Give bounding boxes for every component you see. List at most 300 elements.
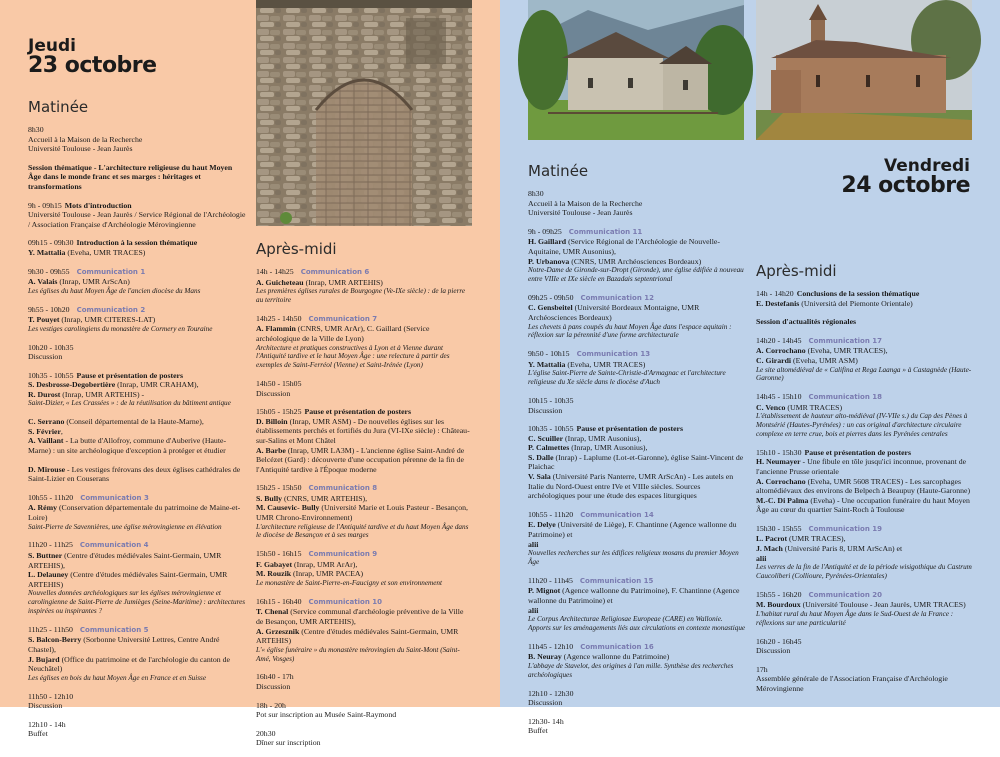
item-title: Pause et présentation de posters — [804, 447, 912, 457]
speaker-affiliation: (Inrap, UMR CITERES-LAT) — [59, 315, 156, 325]
program-item — [528, 689, 746, 708]
time-line — [28, 540, 246, 551]
time-slot: 12h30- 14h — [528, 716, 564, 726]
program-item — [256, 407, 472, 474]
speaker-line — [756, 600, 972, 610]
day-heading-friday — [841, 158, 970, 197]
speaker-name: M. Rouzik — [256, 569, 292, 579]
speaker-affiliation: Accueil à la Maison de la Recherche — [28, 134, 143, 144]
program-item — [28, 371, 246, 409]
program-item — [256, 314, 472, 370]
speaker-name: S. Bully — [256, 493, 283, 503]
program-item — [756, 590, 972, 628]
program-item — [28, 305, 246, 334]
speaker-name: B. Neuray — [528, 652, 562, 662]
section-heading: Après-midi — [256, 240, 337, 258]
speaker-affiliation: (Inrap) - Laplume (Lot-et-Garonne), église Saint-Vincent de Plaichac — [528, 452, 744, 472]
speaker-affiliation: (Université Toulouse - Jean Jaurès, UMR TRACES) — [800, 600, 966, 610]
time-slot: 9h - 09h25 — [528, 226, 562, 236]
communication-label: Communication 12 — [580, 293, 654, 302]
time-slot: 9h30 - 09h55 — [28, 266, 70, 276]
time-slot: 10h55 - 11h20 — [28, 492, 74, 502]
time-line — [756, 590, 972, 601]
program-item — [528, 717, 746, 736]
speaker-affiliation: (Conseil départemental de la Haute-Marne), — [64, 417, 204, 427]
talk-title: L'architecture religieuse de l'Antiquité tardive et du haut Moyen Âge dans le diocèse de Besançon et à ses marges — [256, 522, 469, 540]
speaker-affiliation: (Inrap, UMR ARTEHIS) — [303, 277, 383, 287]
speaker-line — [28, 417, 246, 427]
communication-label: Communication 15 — [579, 576, 654, 585]
time-slot: 14h - 14h25 — [256, 267, 294, 276]
speaker-line — [256, 446, 472, 475]
time-line — [756, 524, 972, 535]
speaker-name: E. Destefanis — [756, 298, 800, 308]
time-line — [28, 305, 246, 316]
speaker-affiliation: (Inrap, UMR ARTEHIS) - — [60, 389, 145, 399]
time-line — [256, 729, 472, 739]
speaker-line — [28, 427, 246, 437]
time-slot: 15h05 - 15h25 — [256, 407, 302, 417]
speaker-name: D. Billoin — [256, 416, 288, 426]
speaker-affiliation: (Inrap, UMR ArAr), — [292, 559, 358, 569]
column-thursday-morning — [28, 98, 246, 748]
speaker-name: alii — [528, 605, 539, 615]
talk-title: Saint-Dizier, « Les Crassées » : de la réutilisation du bâtiment antique — [28, 399, 231, 408]
time-slot: 8h30 — [28, 125, 44, 134]
speaker-name: A. Corrochano — [756, 346, 806, 356]
time-slot: 16h15 - 16h40 — [256, 596, 302, 606]
time-line — [256, 597, 472, 608]
talk-title: L'abbaye de Stavelot, des origines à l'an mille. Synthèse des recherches archéologiques — [528, 661, 734, 679]
session-title: Session thématique - L'architecture religieuse du haut Moyen Âge dans le monde franc et ses marges : héritages et transformations — [28, 162, 233, 191]
speaker-name: C. Girardi — [756, 355, 792, 365]
talk-title: Saint-Pierre de Savennières, une église mérovingienne en élévation — [28, 522, 222, 531]
stone-wall-photo — [256, 0, 472, 226]
time-slot: 14h20 - 14h45 — [756, 335, 802, 345]
speaker-affiliation: , — [60, 426, 63, 436]
time-line — [528, 642, 746, 653]
time-slot: 10h55 - 11h20 — [528, 509, 574, 519]
item-title: Pause et présentation de posters — [76, 370, 184, 380]
speaker-name: A. Grzesznik — [256, 626, 300, 636]
speaker-name: C. Venco — [756, 402, 786, 412]
speaker-line — [28, 503, 246, 522]
speaker-name: Y. Mattalia — [28, 247, 66, 257]
speaker-affiliation: (Université de Liège), F. Chantinne (Agence wallonne du Patrimoine) et — [528, 520, 737, 540]
item-title: Pause et présentation de posters — [576, 424, 684, 434]
program-item — [28, 493, 246, 532]
speaker-line — [256, 324, 472, 343]
speaker-line — [28, 655, 246, 674]
speaker-line — [256, 738, 472, 748]
communication-label: Communication 7 — [308, 314, 378, 323]
communication-label: Communication 20 — [808, 590, 882, 599]
speaker-affiliation: (UMR TRACES) — [785, 402, 843, 412]
talk-title: Les vestiges carolingiens du monastère de Cormery en Touraine — [28, 324, 213, 333]
time-slot: 12h10 - 12h30 — [528, 688, 574, 698]
section-heading: Matinée — [528, 162, 589, 180]
speaker-line — [528, 434, 746, 444]
time-slot: 15h30 - 15h55 — [756, 523, 802, 533]
speaker-name: E. Delye — [528, 520, 556, 530]
speaker-line — [28, 465, 246, 484]
talk-title: Les premières églises rurales de Bourgogne (Ve-IXe siècle) : de la pierre au territoire — [256, 287, 466, 304]
talk-title: Les chevets à pans coupés du haut Moyen Âge dans l'espace aquitain : réflexion sur la pérennité d'une forme architecturale — [528, 322, 732, 340]
program-item — [256, 379, 472, 398]
program-item — [528, 642, 746, 680]
speaker-affiliation: - Une fibule en tôle jusqu'ici inconnue, provenant de l'ancienne Prusse orientale — [756, 457, 967, 476]
time-slot: 18h - 20h — [256, 700, 286, 710]
time-slot: 10h20 - 10h35 — [28, 342, 74, 352]
program-item — [256, 597, 472, 664]
time-line — [28, 720, 246, 730]
program-item — [528, 576, 746, 633]
speaker-line — [528, 520, 746, 539]
session-title: Session d'actualités régionales — [756, 317, 857, 327]
speaker-line — [28, 390, 246, 400]
speaker-affiliation: (Eveha) - Une occupation funéraire du haut Moyen Âge au cœur du quartier Saint-Roch à Toulouse — [756, 495, 970, 515]
day-heading-thursday — [28, 38, 157, 77]
time-line — [256, 483, 472, 494]
speaker-name: P. Calmettes — [528, 443, 570, 453]
time-line — [256, 701, 472, 711]
speaker-line — [756, 534, 972, 544]
speaker-affiliation: (Università del Piemonte Orientale) — [799, 298, 913, 308]
speaker-line — [28, 135, 246, 145]
program-item — [28, 465, 246, 484]
communication-label: Communication 6 — [300, 268, 370, 276]
speaker-line — [28, 635, 246, 654]
speaker-name: S. Dalle — [528, 452, 554, 462]
program-item — [756, 665, 972, 694]
friday-panel — [500, 0, 1000, 736]
time-line — [756, 392, 972, 403]
time-line — [756, 637, 972, 647]
speaker-line — [756, 554, 972, 564]
speaker-name: T. Chenal — [256, 607, 289, 617]
speaker-affiliation: Dîner sur inscription — [256, 738, 321, 748]
speaker-line — [256, 627, 472, 646]
time-line — [28, 201, 246, 211]
speaker-name: S. Février — [28, 426, 61, 436]
time-line — [756, 289, 972, 299]
speaker-name: T. Pouyet — [28, 315, 60, 325]
speaker-name: L. Pacrot — [756, 534, 788, 544]
speaker-line — [756, 544, 972, 554]
time-slot: 9h - 09h15 — [28, 200, 62, 210]
speaker-affiliation: (Inrap, UMR CRAHAM), — [115, 380, 199, 390]
time-line — [756, 336, 972, 347]
speaker-affiliation: (Inrap, UMR Ausonius), — [563, 433, 642, 443]
speaker-line — [528, 652, 746, 662]
speaker-line — [528, 698, 746, 708]
communication-label: Communication 5 — [79, 625, 149, 634]
speaker-name: H. Gaillard — [528, 237, 567, 247]
speaker-line — [756, 299, 972, 309]
speaker-affiliation: (Eveha, UMR 5608 TRACES) - Les sarcophages altomédiévaux des environs de Belpech à Beaupuy (Haute-Garonne) — [756, 476, 971, 496]
speaker-affiliation: Université Toulouse - Jean Jaurès / Service Régional de l'Archéologie / Association Française d'Archéologie Mérovingienne — [28, 210, 246, 229]
speaker-line — [28, 551, 246, 570]
speaker-affiliation: (Université Paris 8, URM ArScAn) et — [782, 544, 903, 554]
speaker-line — [28, 380, 246, 390]
time-slot: 14h - 14h20 — [756, 289, 794, 298]
speaker-affiliation: Discussion — [528, 698, 563, 708]
speaker-line — [756, 403, 972, 413]
talk-title: Les églises en bois du haut Moyen Âge en France et en Suisse — [28, 673, 207, 682]
time-line — [28, 371, 246, 381]
time-slot: 9h55 - 10h20 — [28, 304, 70, 314]
speaker-line — [756, 646, 972, 656]
speaker-name: A. Flammin — [256, 324, 296, 334]
speaker-name: V. Sala — [528, 472, 551, 482]
program-item — [28, 125, 246, 154]
program-item — [256, 549, 472, 588]
speaker-line — [256, 503, 472, 522]
item-title: Mots d'introduction — [64, 200, 132, 210]
time-slot: 11h20 - 11h25 — [28, 540, 73, 550]
communication-label: Communication 17 — [808, 336, 882, 345]
program-item — [28, 540, 246, 615]
speaker-affiliation: Université Toulouse - Jean Jaurès — [28, 144, 133, 154]
speaker-name: M. Bourdoux — [756, 600, 801, 610]
speaker-line — [756, 477, 972, 496]
speaker-line — [28, 701, 246, 711]
speaker-name: P. Mignot — [528, 586, 561, 596]
talk-title: Nouvelles recherches sur les édifices religieux mosans du premier Moyen Âge — [528, 549, 739, 567]
speaker-line — [528, 199, 746, 209]
church-tower-photo — [756, 0, 972, 140]
time-line — [28, 493, 246, 504]
speaker-name: alii — [756, 553, 767, 563]
speaker-line — [528, 453, 746, 472]
communication-label: Communication 1 — [76, 267, 146, 276]
time-slot: 14h50 - 15h05 — [256, 378, 302, 388]
program-item — [28, 625, 246, 683]
speaker-affiliation: Buffet — [28, 729, 48, 739]
speaker-affiliation: (Inrap, UMR ASM) - De nouvelles églises sur les établissements perchés et fortifiés du Jura (VI-IXe siècle) : Château-sur-Salins et Mont Châtel — [256, 416, 470, 445]
time-line — [256, 379, 472, 389]
item-title: Pause et présentation de posters — [304, 407, 412, 417]
time-slot: 15h25 - 15h50 — [256, 483, 302, 493]
program-item — [756, 637, 972, 656]
speaker-affiliation: (CNRS, UMR Archéosciences Bordeaux) — [569, 256, 702, 266]
thursday-panel — [0, 0, 500, 748]
speaker-line — [28, 248, 246, 258]
speaker-line — [756, 496, 972, 515]
speaker-affiliation: Discussion — [528, 405, 563, 415]
weekday-label: Jeudi — [28, 36, 76, 56]
speaker-line — [528, 237, 746, 256]
speaker-line — [256, 710, 472, 720]
speaker-name: C. Serrano — [28, 417, 65, 427]
column-friday-afternoon — [756, 262, 972, 703]
talk-title: Les églises du haut Moyen Âge de l'ancien diocèse du Mans — [28, 286, 201, 295]
speaker-line — [256, 560, 472, 570]
program-item — [528, 227, 746, 284]
time-slot: 10h35 - 10h55 — [528, 424, 574, 434]
speaker-name: H. Neumayer — [756, 457, 801, 467]
communication-label: Communication 9 — [308, 550, 378, 559]
speaker-name: A. Corrochano — [756, 476, 806, 486]
speaker-affiliation: Accueil à la Maison de la Recherche — [528, 198, 643, 208]
time-slot: 14h25 - 14h50 — [256, 313, 302, 323]
speaker-name: alii — [528, 539, 539, 549]
church-meadow-photo — [528, 0, 744, 140]
time-line — [28, 692, 246, 702]
speaker-affiliation: (Agence wallonne du Patrimoine), F. Chantinne (Agence wallonne du Patrimoine) et — [528, 586, 740, 605]
time-slot: 16h20 - 16h45 — [756, 636, 802, 646]
communication-label: Communication 4 — [79, 541, 149, 550]
speaker-line — [256, 278, 472, 288]
speaker-line — [28, 729, 246, 739]
time-line — [256, 407, 472, 417]
program-item — [256, 672, 472, 691]
communication-label: Communication 13 — [576, 350, 651, 359]
speaker-line — [256, 607, 472, 626]
program-item — [28, 238, 246, 257]
speaker-affiliation: (Inrap, UMR Ausonius), — [569, 443, 648, 453]
program-item — [28, 343, 246, 362]
speaker-affiliation: (Inrap, UMR LA3M) - L'ancienne église Saint-André de Belcézet (Gard) : découverte d'une occupation pérenne de la fin de l'Antiquité tardive à l'Époque moderne — [256, 445, 465, 474]
time-slot: 11h20 - 11h45 — [528, 575, 573, 585]
speaker-name: L. Delauney — [28, 570, 69, 580]
talk-title: Le monastère de Saint-Pierre-en-Faucigny et son environnement — [256, 579, 443, 588]
speaker-name: S. Buttner — [28, 551, 63, 560]
time-line — [528, 510, 746, 521]
time-line — [256, 314, 472, 325]
speaker-name: A. Rémy — [28, 503, 58, 513]
talk-title: Les verres de la fin de l'Antiquité et de la période wisigothique du Castrum Caucoliberi (Collioure, Pyrénées-Orientales) — [756, 563, 972, 581]
speaker-affiliation: (UMR TRACES), — [787, 534, 846, 544]
time-line — [256, 267, 472, 278]
time-slot: 10h35 - 10h55 — [28, 370, 74, 380]
speaker-line — [256, 494, 472, 504]
speaker-affiliation: Université Toulouse - Jean Jaurès — [528, 208, 633, 218]
speaker-affiliation: (Agence wallonne du Patrimoine) — [561, 652, 670, 662]
speaker-affiliation: (Université Paris Nanterre, UMR ArScAn) - Les autels en Italie du Nord-Ouest entre IVe et VIIIe siècles. Sources archéologiques pour une étude des espaces liturgiques — [528, 472, 734, 501]
time-slot: 17h — [756, 664, 768, 674]
speaker-affiliation: (Eveha, UMR ASM) — [791, 355, 858, 365]
speaker-line — [756, 346, 972, 356]
speaker-line — [528, 303, 746, 322]
speaker-affiliation: (Office du patrimoine et de l'archéologie du canton de Neuchâtel) — [28, 654, 230, 674]
time-line — [256, 672, 472, 682]
date-label: 23 octobre — [28, 53, 157, 78]
section-heading: Après-midi — [756, 262, 837, 280]
speaker-affiliation: (Inrap, UMR ArScAn) — [57, 277, 130, 287]
communication-label: Communication 2 — [76, 305, 146, 314]
speaker-line — [528, 443, 746, 453]
time-line — [528, 717, 746, 727]
time-line — [528, 293, 746, 304]
speaker-line — [528, 360, 746, 370]
program-item — [756, 448, 972, 515]
speaker-line — [528, 472, 746, 501]
time-line — [28, 238, 246, 248]
program-item — [528, 424, 746, 501]
speaker-affiliation: (Centre d'études médiévales Saint-Germain, UMR ARTEHIS) — [28, 570, 228, 589]
program-item — [256, 729, 472, 748]
communication-label: Communication 18 — [808, 393, 882, 402]
program-item — [528, 293, 746, 340]
speaker-affiliation: Discussion — [756, 646, 791, 656]
talk-title: Notre-Dame de Gironde-sur-Dropt (Gironde), une église édifiée à nouveau entre VIIIe et IXe siècle en Bazadais septentrional — [528, 266, 744, 283]
speaker-line — [256, 569, 472, 579]
program-item — [28, 720, 246, 739]
speaker-affiliation: (Eveha, UMR TRACES) — [565, 359, 646, 369]
time-slot: 09h15 - 09h30 — [28, 238, 74, 248]
speaker-name: Y. Mattalia — [528, 359, 566, 369]
speaker-affiliation: (Service communal d'archéologie préventive de la Ville de Besançon, UMR ARTEHIS), — [256, 607, 464, 627]
speaker-line — [256, 682, 472, 692]
speaker-affiliation: Discussion — [28, 352, 63, 362]
program-item — [528, 396, 746, 415]
speaker-line — [28, 352, 246, 362]
speaker-line — [528, 208, 746, 218]
time-line — [528, 689, 746, 699]
speaker-line — [528, 586, 746, 605]
speaker-line — [28, 277, 246, 287]
speaker-affiliation: (Eveha, UMR TRACES) — [65, 247, 146, 257]
speaker-affiliation: (Service Régional de l'Archéologie de Nouvelle-Aquitaine, UMR Ausonius), — [528, 237, 720, 256]
speaker-line — [256, 389, 472, 399]
time-slot: 11h45 - 12h10 — [528, 641, 574, 651]
speaker-line — [528, 606, 746, 616]
communication-label: Communication 10 — [308, 597, 382, 606]
speaker-line — [256, 417, 472, 446]
communication-label: Communication 16 — [580, 642, 654, 651]
program-item — [256, 701, 472, 720]
time-line — [28, 267, 246, 278]
speaker-line — [28, 436, 246, 455]
section-heading: Matinée — [28, 98, 89, 116]
time-slot: 09h25 - 09h50 — [528, 292, 574, 302]
time-line — [528, 349, 746, 360]
speaker-line — [756, 674, 972, 693]
communication-label: Communication 19 — [808, 524, 882, 533]
talk-title: Le Corpus Architecturae Religiosae Europeae (CARE) en Wallonie. Apports sur les aménagements liés aux circulations en contexte monastique — [528, 615, 746, 632]
speaker-affiliation: Discussion — [28, 701, 63, 711]
program-item — [756, 524, 972, 581]
time-slot: 15h50 - 16h15 — [256, 549, 302, 559]
communication-label: Communication 11 — [568, 227, 643, 236]
date-label: 24 octobre — [841, 173, 970, 198]
program-item — [28, 267, 246, 296]
time-slot: 9h50 - 10h15 — [528, 349, 570, 359]
speaker-name: R. Durost — [28, 389, 61, 399]
speaker-affiliation: Discussion — [256, 388, 291, 398]
speaker-name: A. Guicheteau — [256, 277, 304, 287]
program-item — [528, 189, 746, 218]
talk-title: L'« église funéraire » du monastère mérovingien du Saint-Mont (Saint-Amé, Vosges) — [256, 645, 460, 663]
time-line — [528, 424, 746, 434]
communication-label: Communication 3 — [80, 493, 149, 502]
speaker-affiliation: Pot sur inscription au Musée Saint-Raymond — [256, 710, 397, 720]
talk-title: Le site altomédiéval de « Califina et Rega Laanga » à Castagnède (Haute-Garonne) — [756, 365, 972, 383]
speaker-line — [28, 144, 246, 154]
speaker-name: F. Gabayet — [256, 559, 293, 569]
time-line — [756, 448, 972, 458]
time-slot: 8h30 — [528, 189, 544, 198]
speaker-affiliation: Discussion — [256, 682, 291, 691]
speaker-name: C. Gensbeitel — [528, 303, 573, 313]
speaker-name: D. Mirouse — [28, 464, 66, 474]
time-slot: 11h25 - 11h50 — [28, 624, 73, 634]
program-item — [28, 201, 246, 230]
time-slot: 15h55 - 16h20 — [756, 589, 802, 599]
speaker-affiliation: (CNRS, UMR ArAr), C. Gaillard (Service archéologique de la Ville de Lyon) — [256, 324, 430, 343]
program-item — [528, 349, 746, 387]
